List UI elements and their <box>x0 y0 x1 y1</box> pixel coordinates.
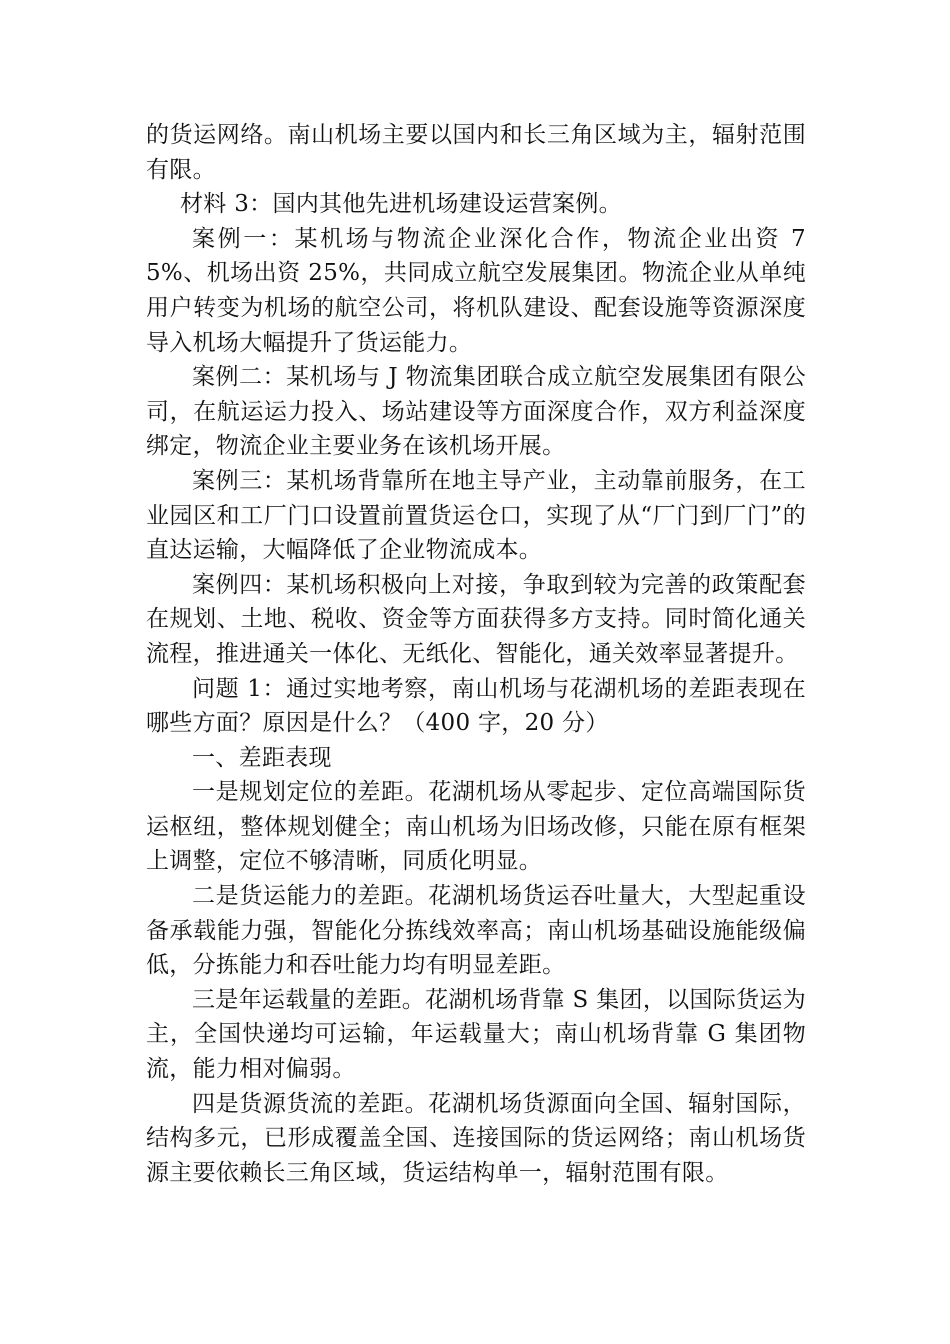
material-3-heading: 材料 3：国内其他先进机场建设运营案例。 <box>180 191 622 218</box>
gap-2-paragraph: 二是货运能力的差距。花湖机场货运吞吐量大，大型起重设备承载能力强，智能化分拣线效率高；南山机场基础设施能级偏低，分拣能力和吞吐能力均有明显差距。 <box>146 883 806 979</box>
case-3-paragraph: 案例三：某机场背靠所在地主导产业，主动靠前服务，在工业园区和工厂门口设置前置货运仓口，实现了从“厂门到厂门”的直达运输，大幅降低了企业物流成本。 <box>146 467 806 564</box>
gap-1-paragraph: 一是规划定位的差距。花湖机场从零起步、定位高端国际货运枢纽，整体规划健全；南山机场为旧场改修，只能在原有框架上调整，定位不够清晰，同质化明显。 <box>146 779 806 875</box>
question-1-paragraph: 问题 1：通过实地考察，南山机场与花湖机场的差距表现在哪些方面？原因是什么？（400 字，20 分） <box>146 675 806 737</box>
gap-4-paragraph: 四是货源货流的差距。花湖机场货源面向全国、辐射国际，结构多元，已形成覆盖全国、连接国际的货运网络；南山机场货源主要依赖长三角区域，货运结构单一，辐射范围有限。 <box>146 1090 806 1186</box>
case-2-paragraph: 案例二：某机场与 J 物流集团联合成立航空发展集团有限公司，在航运运力投入、场站建设等方面深度合作，双方利益深度绑定，物流企业主要业务在该机场开展。 <box>146 364 806 460</box>
section-heading-gap: 一、差距表现 <box>192 744 332 771</box>
case-1-paragraph: 案例一：某机场与物流企业深化合作，物流企业出资 75%、机场出资 25%，共同成立航空发展集团。物流企业从单纯用户转变为机场的航空公司，将机队建设、配套设施等资源深度导入机场大幅提升了货运能力。 <box>146 225 806 356</box>
document-body <box>146 118 806 1190</box>
gap-3-paragraph: 三是年运载量的差距。花湖机场背靠 S 集团，以国际货运为主，全国快递均可运输，年运载量大；南山机场背靠 G 集团物流，能力相对偏弱。 <box>146 986 806 1083</box>
paragraph-continuation: 的货运网络。南山机场主要以国内和长三角区域为主，辐射范围有限。 <box>146 122 806 183</box>
case-4-paragraph: 案例四：某机场积极向上对接，争取到较为完善的政策配套在规划、土地、税收、资金等方面获得多方支持。同时简化通关流程，推进通关一体化、无纸化、智能化，通关效率显著提升。 <box>146 571 806 667</box>
